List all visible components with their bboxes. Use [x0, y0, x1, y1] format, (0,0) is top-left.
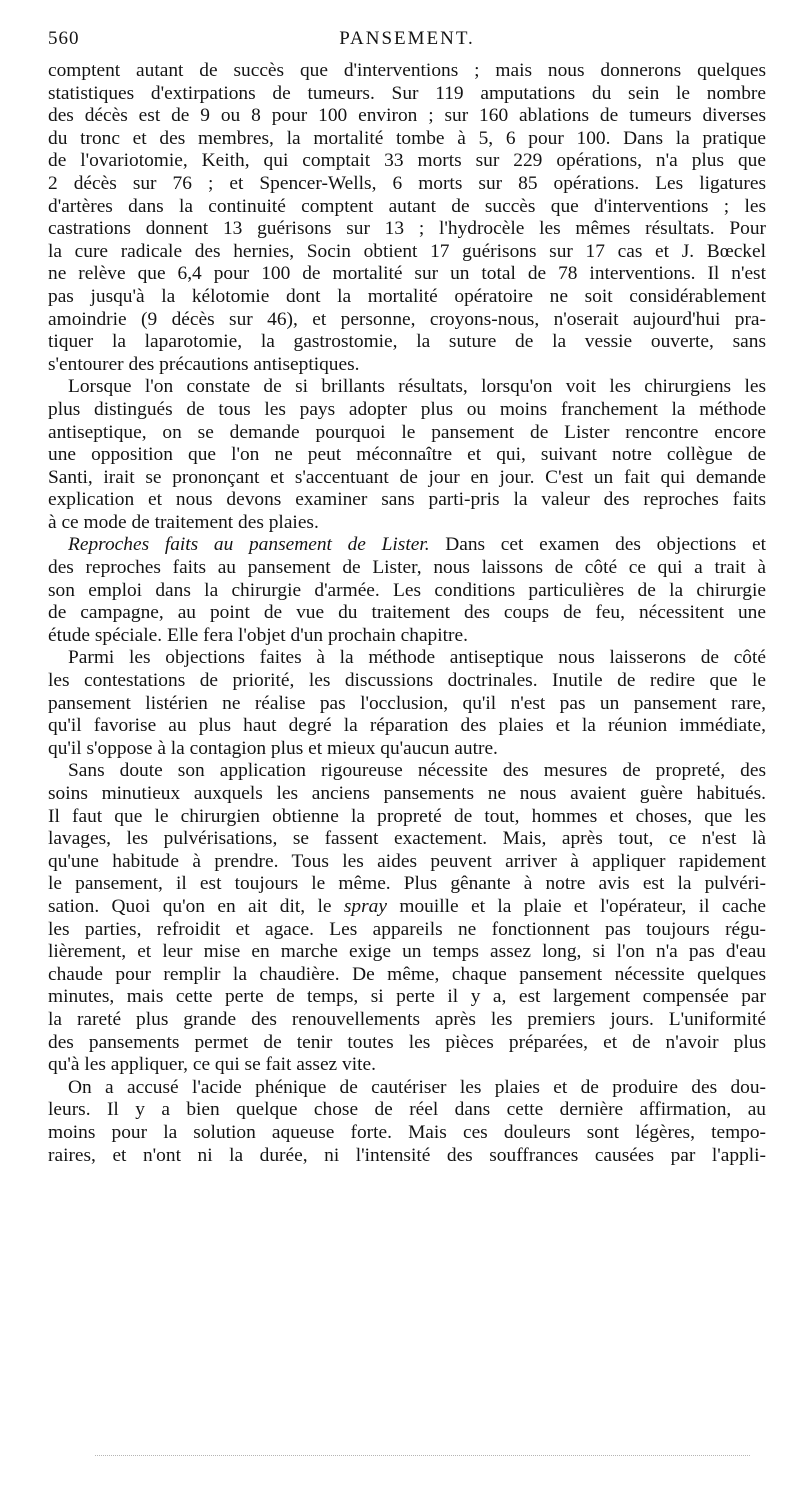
text-line: plus distingués de tous les pays adopter plus ou moins franchement la méthode: [48, 398, 766, 420]
text-line: ne relève que 6,4 pour 100 de mortalité sur un total de 78 interventions. Il n'est: [48, 263, 766, 285]
text-line: lavages, les pulvérisations, se fassent exactement. Mais, après tout, ce n'est là: [48, 828, 766, 850]
text-line: Lorsque l'on constate de si brillants résultats, lorsqu'on voit les chirurgiens les: [68, 376, 766, 398]
text-line: la cure radicale des hernies, Socin obtient 17 guérisons sur 17 cas et J. Bœckel: [48, 240, 766, 262]
text-line: des reproches faits au pansement de Lister, nous laissons de côté ce qui a trait à: [48, 557, 766, 579]
italic-word: spray: [343, 895, 387, 917]
text-line: pas jusqu'à la kélotomie dont la mortalité opératoire ne soit considérablement: [48, 285, 766, 307]
text-line: qu'il s'oppose à la contagion plus et mieux qu'aucun autre.: [48, 737, 498, 759]
text-line: Parmi les objections faites à la méthode antiseptique nous laisserons de côté: [68, 647, 766, 669]
text-line: étude spéciale. Elle fera l'objet d'un prochain chapitre.: [48, 624, 468, 646]
text-line: les parties, refroidit et agace. Les appareils ne fonctionnent pas toujours régu-: [48, 918, 766, 940]
text-line: des décès est de 9 ou 8 pour 100 environ ; sur 160 ablations de tumeurs diverses: [48, 105, 766, 127]
text-line: des pansements permet de tenir toutes les pièces préparées, et de n'avoir plus: [48, 1031, 766, 1053]
page-number: 560: [48, 28, 80, 49]
text-line: [48, 534, 766, 557]
paragraph-objections: [48, 647, 766, 760]
text-line: leurs. Il y a bien quelque chose de réel dans cette dernière affirmation, au: [48, 1099, 766, 1121]
text-line: castrations donnent 13 guérisons sur 13 ; l'hydrocèle les mêmes résultats. Pour: [48, 218, 766, 240]
footer-dotted-rule: [95, 1455, 750, 1456]
text-line: minutes, mais cette perte de temps, si perte il y a, est largement compensée par: [48, 986, 766, 1008]
text-line: sation. Quoi qu'on en ait dit, le spray mouille et la plaie et l'opérateur, il cache: [48, 895, 766, 917]
text-line: la rareté plus grande des renouvellements après les premiers jours. L'uniformité: [48, 1008, 766, 1030]
text-line: qu'une habitude à prendre. Tous les aides peuvent arriver à appliquer rapidement: [48, 850, 766, 872]
book-page: [48, 28, 766, 1167]
text-line: moins pour la solution aqueuse forte. Mais ces douleurs sont légères, tempo-: [48, 1121, 766, 1143]
text-line: qu'il favorise au plus haut degré la réparation des plaies et la réunion immédiate,: [48, 715, 766, 737]
text-line: soins minutieux auxquels les anciens pansements ne nous avaient guère habitués.: [48, 783, 766, 804]
paragraph-statistics: [48, 60, 766, 376]
text-line: Il faut que le chirurgien obtienne la propreté de tout, hommes et choses, que les: [48, 805, 766, 827]
text-line: s'entourer des précautions antiseptiques.: [48, 353, 360, 375]
running-title: PANSEMENT.: [339, 28, 475, 49]
text-line: à ce mode de traitement des plaies.: [48, 511, 319, 533]
text-line: le pansement, il est toujours le même. Plus gênante à notre avis est la pulvéri-: [48, 873, 766, 895]
text-line: chaude pour remplir la chaudière. De même, chaque pansement nécessite quelques: [48, 963, 766, 985]
text-line: de l'ovariotomie, Keith, qui comptait 33 morts sur 229 opérations, n'a plus que: [48, 150, 766, 172]
text-line: comptent autant de succès que d'interventions ; mais nous donnerons quelques: [48, 60, 766, 81]
text-line: statistiques d'extirpations de tumeurs. Sur 119 amputations du sein le nombre: [48, 82, 766, 104]
paragraph-application: [48, 760, 766, 1076]
text-line: d'artères dans la continuité comptent autant de succès que d'interventions ; les: [48, 195, 766, 217]
section-heading: Reproches faits au pansement de Lister.: [68, 534, 430, 556]
text-line: 2 décès sur 76 ; et Spencer-Wells, 6 morts sur 85 opérations. Les ligatures: [48, 172, 766, 194]
text-line: du tronc et des membres, la mortalité tombe à 5, 6 pour 100. Dans la pratique: [48, 127, 766, 149]
text-line: amoindrie (9 décès sur 46), et personne, croyons-nous, n'oserait aujourd'hui pra-: [48, 308, 766, 330]
text-line: Santi, irait se prononçant et s'accentuant de jour en jour. C'est un fait qui demande: [48, 466, 766, 488]
text-line: une opposition que l'on ne peut méconnaître et qui, suivant notre collègue de: [48, 444, 766, 466]
text-line: tiquer la laparotomie, la gastrostomie, la suture de la vessie ouverte, sans: [48, 331, 766, 353]
paragraph-reproches: [48, 534, 766, 647]
page-header: [48, 28, 766, 60]
text-line: explication et nous devons examiner sans parti-pris la valeur des reproches faits: [48, 489, 766, 511]
text-fragment: Dans cet examen des objections et: [429, 534, 766, 556]
body-text: [48, 60, 766, 1167]
text-line: On a accusé l'acide phénique de cautériser les plaies et de produire des dou-: [68, 1076, 766, 1098]
text-line: son emploi dans la chirurgie d'armée. Les conditions particulières de la chirurgie: [48, 579, 766, 601]
text-line: qu'à les appliquer, ce qui se fait assez vite.: [48, 1054, 376, 1076]
text-line: les contestations de priorité, les discussions doctrinales. Inutile de redire que le: [48, 670, 766, 692]
text-line: raires, et n'ont ni la durée, ni l'intensité des souffrances causées par l'appli-: [48, 1144, 766, 1166]
text-line: pansement listérien ne réalise pas l'occlusion, qu'il n'est pas un pansement rare,: [48, 692, 766, 714]
paragraph-acide-phenique: [48, 1077, 766, 1167]
text-line: antiseptique, on se demande pourquoi le pansement de Lister rencontre encore: [48, 421, 766, 443]
text-line: Sans doute son application rigoureuse nécessite des mesures de propreté, des: [68, 760, 766, 782]
text-line: de campagne, au point de vue du traitement des coups de feu, nécessitent une: [48, 602, 766, 624]
text-line: lièrement, et leur mise en marche exige un temps assez long, si l'on n'a pas d'eau: [48, 941, 766, 963]
paragraph-opposition: [48, 376, 766, 534]
